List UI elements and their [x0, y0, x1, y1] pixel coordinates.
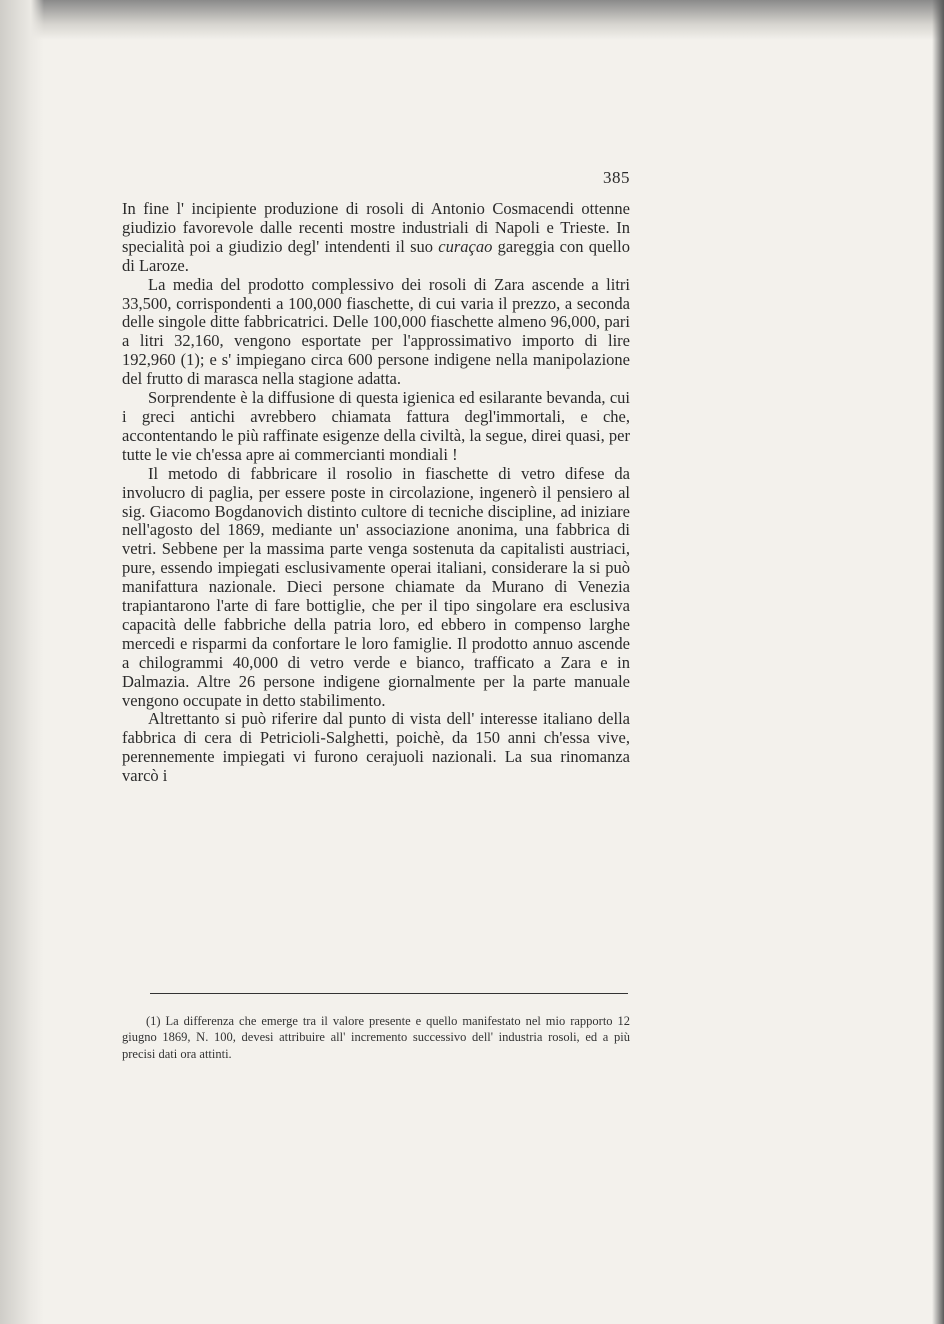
emphasis-curacao: curaçao	[438, 236, 493, 256]
paragraph-4: Il metodo di fabbricare il rosolio in fiaschette di vetro difese da involucro di paglia, per essere poste in circolazione, ingenerò il pensiero al sig. Giacomo Bogdanovich distinto cultore di tecniche discipline, ad iniziare nell'agosto del 1869, mediante un' associazione anonima, una fabbrica di vetri. Sebbene per la massima parte venga sostenuta da capitalisti austriaci, pure, essendo impiegati esclusivamente operai italiani, considerare la si può manifattura nazionale. Dieci persone chiamate da Murano di Venezia trapiantarono l'arte di fare bottiglie, che per il tipo singolare era esclusiva capacità delle fabbriche della patria loro, ed ebbero in compenso larghe mercedi e risparmi da confortare le loro famiglie. Il prodotto annuo ascende a chilogrammi 40,000 di vetro verde e bianco, trafficato a Zara e in Dalmazia. Altre 26 persone indigene giornalmente per la parte manuale vengono occupate in detto stabilimento.	[122, 463, 630, 710]
body-text	[122, 200, 630, 786]
paragraph-2: La media del prodotto complessivo dei rosoli di Zara ascende a litri 33,500, corrispondenti a 100,000 fiaschette, di cui varia il prezzo, a seconda delle singole ditte fabbricatrici. Delle 100,000 fiaschette almeno 96,000, pari a litri 32,160, vengono esportate per l'approssimativo importo di lire 192,960 (1); e s' impiegano circa 600 persone indigene nella manipolazione del frutto di marasca nella stagione adatta.	[122, 274, 630, 389]
page-top-edge-shadow	[0, 0, 944, 40]
paragraph-3: Sorprendente è la diffusione di questa igienica ed esilarante bevanda, cui i greci antichi avrebbero chiamata fattura degl'immortali, e che, accontentando le più raffinate esigenze della civiltà, la segue, direi quasi, per tutte le vie ch'essa apre ai commercianti mondiali !	[122, 388, 630, 464]
paragraph-5: Altrettanto si può riferire dal punto di vista dell' interesse italiano della fabbrica di cera di Petricioli-Salghetti, poichè, da 150 anni ch'essa vive, perennemente impiegati vi furono cerajuoli nazionali. La sua rinomanza varcò i	[122, 709, 630, 786]
paragraph-1: In fine l' incipiente produzione di rosoli di Antonio Cosmacendi ottenne giudizio favorevole dalle recenti mostre industriali di Napoli e Trieste. In specialità poi a giudizio degl' intendenti il suo curaçao gareggia con quello di Laroze.	[122, 199, 630, 275]
footnote: (1) La differenza che emerge tra il valore presente e quello manifestato nel mio rapporto 12 giugno 1869, N. 100, devesi attribuire all' incremento successivo dell' industria rosoli, ed a più precisi dati ora attinti.	[122, 1014, 630, 1061]
page-number: 385	[603, 168, 630, 187]
footnote-divider	[150, 993, 628, 994]
page-left-edge-shadow	[0, 0, 44, 1324]
page-right-edge-shadow	[932, 0, 944, 1324]
